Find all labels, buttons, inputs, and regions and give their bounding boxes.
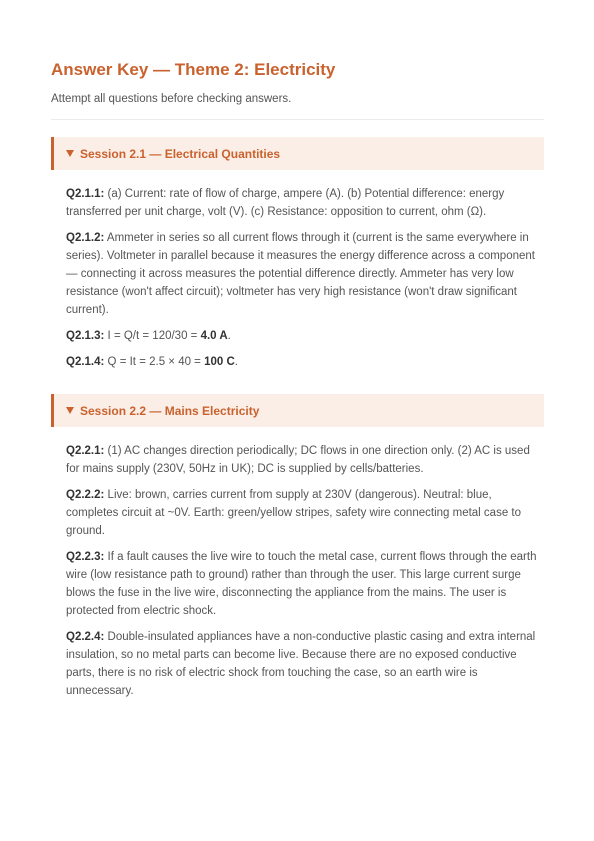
answer-text: Q = It = 2.5 × 40 = xyxy=(104,356,205,368)
answer-item xyxy=(66,442,544,478)
session-title: Session 2.2 — Mains Electricity xyxy=(80,403,260,418)
answer-text: I = Q/t = 120/30 = xyxy=(104,330,201,342)
collapse-triangle-icon xyxy=(66,150,74,157)
question-label: Q2.2.1: xyxy=(66,445,105,457)
answer-item xyxy=(66,327,544,345)
question-label: Q2.2.4: xyxy=(66,631,105,643)
question-label: Q2.1.1: xyxy=(66,188,105,200)
answer-item xyxy=(66,628,544,700)
answer-item xyxy=(66,185,544,221)
question-label: Q2.1.2: xyxy=(66,232,105,244)
answer-text: (a) Current: rate of flow of charge, ampere (A). (b) Potential difference: energy transferred per unit charge, volt (V). (c) Resistance: opposition to current, ohm (Ω). xyxy=(66,188,505,218)
question-label: Q2.1.4: xyxy=(66,356,105,368)
answer-result: 4.0 A xyxy=(200,330,228,342)
answer-result: 100 C xyxy=(204,356,235,368)
answer-text: Double-insulated appliances have a non-conductive plastic casing and extra internal insulation, so no metal parts can become live. Because there are no exposed conductive parts, there is no risk of electric shock from touching the case, so an earth wire is unnecessary. xyxy=(66,631,536,697)
answer-item xyxy=(66,353,544,371)
session-2-1-header[interactable] xyxy=(51,137,544,170)
answer-text: (1) AC changes direction periodically; DC flows in one direction only. (2) AC is used for mains supply (230V, 50Hz in UK); DC is supplied by cells/batteries. xyxy=(66,445,530,475)
question-label: Q2.2.3: xyxy=(66,551,105,563)
session-title: Session 2.1 — Electrical Quantities xyxy=(80,146,281,161)
answer-item xyxy=(66,548,544,620)
session-2-2-body xyxy=(51,427,544,700)
answer-item xyxy=(66,229,544,319)
answer-text: If a fault causes the live wire to touch the metal case, current flows through the earth wire (low resistance path to ground) rather than through the user. This large current surge blows the fuse in the live wire, disconnecting the appliance from the mains. The user is protected from electric shock. xyxy=(66,551,537,617)
answer-key-page xyxy=(51,0,544,708)
answer-text: Live: brown, carries current from supply at 230V (dangerous). Neutral: blue, completes circuit at ~0V. Earth: green/yellow stripes, safety wire connecting metal case to ground. xyxy=(66,489,522,537)
answer-text: Ammeter in series so all current flows through it (current is the same everywhere in series). Voltmeter in parallel because it measures the energy difference across a component — connecting it across measures the potential difference directly. Ammeter has very low resistance (won't affect circuit); voltmeter has very high resistance (won't draw significant current). xyxy=(66,232,535,316)
answer-end: . xyxy=(227,330,231,342)
page-subtitle: Attempt all questions before checking answers. xyxy=(51,93,292,105)
question-label: Q2.2.2: xyxy=(66,489,105,501)
answer-item xyxy=(66,486,544,540)
answer-end: . xyxy=(234,356,238,368)
session-2-1-body xyxy=(51,170,544,371)
page-title: Answer Key — Theme 2: Electricity xyxy=(51,60,336,79)
session-2-2-header[interactable] xyxy=(51,394,544,427)
session-2-2 xyxy=(51,394,544,700)
session-2-1 xyxy=(51,137,544,371)
collapse-triangle-icon xyxy=(66,407,74,414)
divider xyxy=(51,119,544,120)
question-label: Q2.1.3: xyxy=(66,330,105,342)
